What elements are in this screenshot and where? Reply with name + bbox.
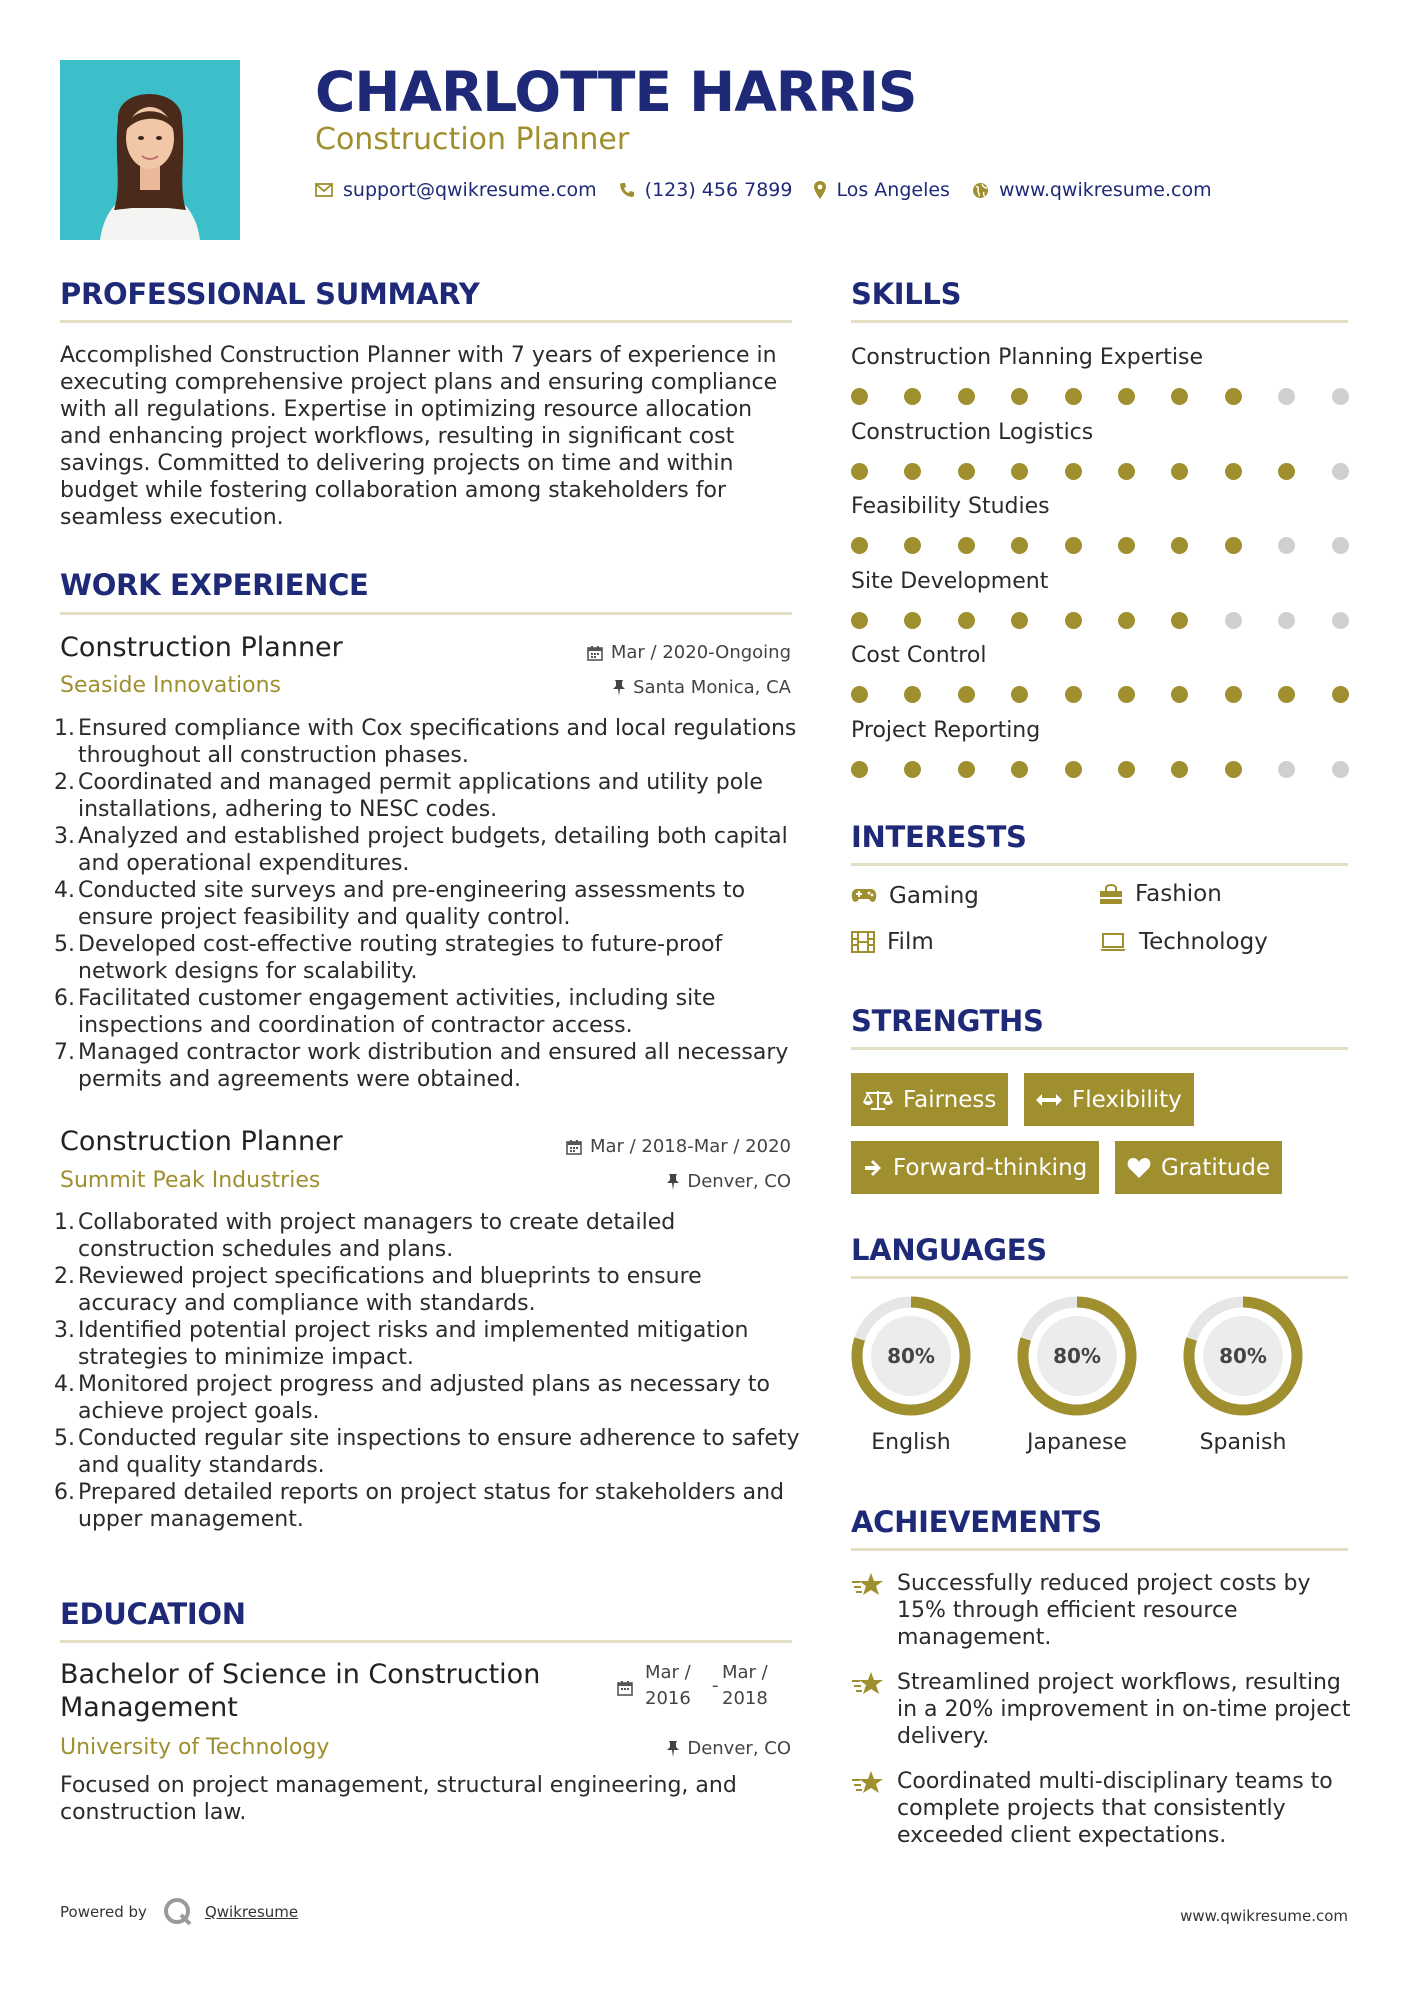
skill-dot-filled [1118, 761, 1135, 778]
job-duty-item [54, 1039, 800, 1093]
qwikresume-link[interactable]: Qwikresume [204, 1903, 299, 1921]
contact-bar [315, 179, 1234, 201]
shopping-bag-icon [1099, 883, 1123, 905]
job-duty-text: Prepared detailed reports on project status for stakeholders and upper management. [78, 1480, 784, 1532]
candidate-title: Construction Planner [315, 122, 630, 157]
skill-dot-filled [958, 463, 975, 480]
skill-dot-filled [1011, 612, 1028, 629]
skill-dot-filled [1011, 463, 1028, 480]
skill-dot-filled [1225, 686, 1242, 703]
skill-dot-filled [904, 537, 921, 554]
contact-phone[interactable]: (123) 456 7899 [644, 179, 793, 201]
skill-dot-filled [851, 537, 868, 554]
section-divider [60, 612, 792, 615]
profile-photo [60, 60, 240, 240]
education-location-text: Denver, CO [687, 1738, 791, 1759]
footer-powered-by [60, 1897, 298, 1927]
job-duty-item [54, 823, 800, 877]
achievement-text: Streamlined project workflows, resulting in a 20% improvement in on-time project delivery. [897, 1670, 1351, 1749]
job-duty-text: Developed cost-effective routing strategies to future-proof network designs for scalability. [78, 932, 723, 984]
education-degree: Bachelor of Science in Construction Management [60, 1659, 541, 1723]
skill-dot-filled [904, 388, 921, 405]
skill-dot-filled [1278, 463, 1295, 480]
pushpin-icon [667, 1741, 679, 1757]
skill-dot-filled [1118, 537, 1135, 554]
skill-dot-filled [958, 761, 975, 778]
section-divider [60, 1640, 792, 1643]
job-title: Construction Planner [60, 1126, 343, 1157]
list-number: 1. [54, 716, 75, 741]
skill-dot-filled [851, 612, 868, 629]
language-percent: 80% [1053, 1344, 1101, 1368]
job-date-text: Mar / 2020-Ongoing [610, 642, 791, 663]
list-number: 5. [54, 932, 75, 957]
skill-dot-empty [1278, 537, 1295, 554]
envelope-icon [315, 183, 333, 197]
list-number: 2. [54, 1264, 75, 1289]
language-percent: 80% [887, 1344, 935, 1368]
list-number: 3. [54, 1318, 75, 1343]
calendar-icon [566, 1139, 582, 1155]
job-duty-text: Identified potential project risks and implemented mitigation strategies to minimize impact. [78, 1318, 749, 1370]
skill-dot-filled [958, 686, 975, 703]
language-progress-ring [1181, 1294, 1305, 1418]
education-date-separator: - [712, 1675, 719, 1696]
job-duty-text: Monitored project progress and adjusted plans as necessary to achieve project goals. [78, 1372, 770, 1424]
job-location [667, 1171, 791, 1192]
section-divider [851, 1047, 1348, 1050]
skill-dot-empty [1278, 388, 1295, 405]
skill-dot-filled [1065, 463, 1082, 480]
job-duty-item [54, 1209, 800, 1263]
list-number: 2. [54, 770, 75, 795]
skill-dot-filled [1011, 761, 1028, 778]
skill-dot-filled [1011, 686, 1028, 703]
list-number: 1. [54, 1210, 75, 1235]
section-title-experience: WORK EXPERIENCE [60, 568, 369, 602]
skill-dot-filled [1118, 612, 1135, 629]
section-divider [851, 1548, 1348, 1551]
list-number: 4. [54, 1372, 75, 1397]
education-date-start-year: 2016 [645, 1688, 691, 1709]
skill-dot-filled [958, 537, 975, 554]
skill-dot-filled [1171, 686, 1188, 703]
skill-dot-empty [1278, 612, 1295, 629]
job-duty-text: Collaborated with project managers to create detailed construction schedules and plans. [78, 1210, 676, 1262]
skill-dot-filled [1118, 686, 1135, 703]
job-duty-item [54, 931, 800, 985]
section-title-summary: PROFESSIONAL SUMMARY [60, 277, 480, 311]
language-progress-ring [1015, 1294, 1139, 1418]
job-location-text: Denver, CO [687, 1171, 791, 1192]
contact-email[interactable]: support@qwikresume.com [343, 179, 597, 201]
section-divider [851, 320, 1348, 323]
strength-label: Fairness [903, 1086, 997, 1113]
job-duty-text: Analyzed and established project budgets, detailing both capital and operational expenditures. [78, 824, 788, 876]
list-number: 3. [54, 824, 75, 849]
job-duty-item [54, 1317, 800, 1371]
candidate-name: CHARLOTTE HARRIS [315, 60, 917, 124]
skill-dot-empty [1332, 537, 1349, 554]
education-location [667, 1738, 791, 1759]
language-name: Japanese [1027, 1430, 1127, 1455]
arrow-right-icon [863, 1158, 883, 1178]
section-title-interests: INTERESTS [851, 820, 1027, 854]
strength-label: Gratitude [1161, 1154, 1271, 1181]
skill-name: Cost Control [851, 643, 987, 668]
interest-label: Fashion [1135, 881, 1222, 907]
powered-by-text: Powered by [60, 1903, 147, 1921]
skill-dot-filled [1171, 463, 1188, 480]
skill-dot-filled [1065, 612, 1082, 629]
skill-dot-filled [958, 388, 975, 405]
skill-dot-filled [1011, 537, 1028, 554]
education-date-start-month: Mar / [645, 1662, 691, 1683]
language-name: Spanish [1199, 1430, 1287, 1455]
map-pin-icon [814, 181, 826, 199]
interest-item [851, 929, 934, 955]
section-title-skills: SKILLS [851, 277, 962, 311]
achievement-item [851, 1768, 1361, 1849]
skill-name: Site Development [851, 568, 1049, 594]
globe-icon [972, 182, 989, 199]
skill-dot-filled [1011, 388, 1028, 405]
qwikresume-logo-icon [163, 1897, 193, 1927]
star-icon [851, 1572, 885, 1605]
skill-name: Feasibility Studies [851, 494, 1050, 519]
arrows-horizontal-icon [1036, 1093, 1062, 1107]
laptop-icon [1099, 932, 1127, 952]
skill-dot-filled [851, 463, 868, 480]
skill-dot-empty [1332, 463, 1349, 480]
skill-dot-filled [1225, 388, 1242, 405]
section-divider [60, 320, 792, 323]
interest-label: Film [887, 929, 934, 955]
interest-item [1099, 881, 1222, 907]
education-school: University of Technology [60, 1735, 330, 1760]
skill-dot-filled [851, 686, 868, 703]
skill-dot-filled [1171, 388, 1188, 405]
interest-label: Technology [1139, 929, 1268, 955]
calendar-icon [587, 645, 603, 661]
skill-dot-filled [904, 686, 921, 703]
interest-item [851, 883, 979, 909]
pushpin-icon [667, 1174, 679, 1190]
job-location-text: Santa Monica, CA [633, 677, 791, 698]
skill-dot-filled [1225, 463, 1242, 480]
job-date [566, 1136, 791, 1157]
skill-dot-filled [1118, 388, 1135, 405]
strength-badge [851, 1141, 1099, 1194]
skill-dot-filled [1225, 537, 1242, 554]
job-duty-item [54, 985, 800, 1039]
education-date-end-year: 2018 [722, 1688, 768, 1709]
job-location [613, 677, 791, 698]
skill-dot-filled [1171, 761, 1188, 778]
achievement-text: Coordinated multi-disciplinary teams to complete projects that consistently exceeded client expectations. [897, 1769, 1333, 1848]
section-divider [851, 1276, 1348, 1279]
language-name: English [871, 1430, 951, 1455]
language-percent: 80% [1219, 1344, 1267, 1368]
job-date [587, 642, 791, 663]
section-title-education: EDUCATION [60, 1597, 246, 1631]
contact-website[interactable]: www.qwikresume.com [998, 179, 1212, 201]
skill-dot-empty [1225, 612, 1242, 629]
skill-dot-filled [851, 761, 868, 778]
phone-icon [619, 182, 635, 198]
achievement-text: Successfully reduced project costs by 15% through efficient resource management. [897, 1571, 1311, 1650]
job-title: Construction Planner [60, 632, 343, 663]
job-duty-item [54, 877, 800, 931]
job-duty-item [54, 769, 800, 823]
skill-dot-filled [1171, 537, 1188, 554]
skill-dot-empty [1332, 388, 1349, 405]
skill-dot-filled [904, 463, 921, 480]
skill-dot-filled [851, 388, 868, 405]
achievement-item [851, 1570, 1361, 1651]
balance-scale-icon [863, 1089, 893, 1111]
skill-dot-filled [1118, 463, 1135, 480]
skill-dot-empty [1332, 612, 1349, 629]
job-duty-item [54, 1425, 800, 1479]
pushpin-icon [613, 680, 625, 696]
section-title-achievements: ACHIEVEMENTS [851, 1505, 1102, 1539]
job-date-text: Mar / 2018-Mar / 2020 [589, 1136, 791, 1157]
footer-website[interactable]: www.qwikresume.com [1180, 1907, 1348, 1925]
job-duties-list [54, 715, 800, 1093]
section-title-languages: LANGUAGES [851, 1233, 1047, 1267]
job-duty-text: Managed contractor work distribution and ensured all necessary permits and agreements were obtained. [78, 1040, 789, 1092]
interest-item [1099, 929, 1268, 955]
skill-name: Project Reporting [851, 717, 1041, 743]
list-number: 6. [54, 986, 75, 1011]
education-description: Focused on project management, structural engineering, and construction law. [60, 1773, 737, 1825]
education-date-start [645, 1660, 691, 1712]
interest-label: Gaming [889, 883, 979, 909]
education-date-end [722, 1660, 768, 1712]
job-duty-item [54, 715, 800, 769]
strength-label: Forward-thinking [893, 1154, 1088, 1181]
professional-summary: Accomplished Construction Planner with 7 years of experience in executing comprehensive project plans and ensuring compliance with all regulations. Expertise in optimizing resource allocation and enhancing project workflows, resulting in significant cost savings. Committed to delivering projects on time and within budget while fostering collaboration among stakeholders for seamless execution. [60, 343, 778, 530]
skill-dot-filled [1065, 388, 1082, 405]
job-duty-text: Conducted regular site inspections to ensure adherence to safety and quality standards. [78, 1426, 800, 1478]
skill-dot-filled [904, 612, 921, 629]
strength-label: Flexibility [1072, 1086, 1182, 1113]
list-number: 7. [54, 1040, 75, 1065]
strength-badge [1115, 1141, 1282, 1194]
job-duty-item [54, 1479, 800, 1533]
achievement-item [851, 1669, 1361, 1750]
calendar-icon [617, 1678, 633, 1704]
star-icon [851, 1770, 885, 1803]
job-duty-text: Reviewed project specifications and blueprints to ensure accuracy and compliance with standards. [78, 1264, 702, 1316]
education-date-end-month: Mar / [722, 1662, 768, 1683]
job-company: Summit Peak Industries [60, 1168, 321, 1193]
skill-dot-filled [1171, 612, 1188, 629]
list-number: 6. [54, 1480, 75, 1505]
skill-dot-filled [1065, 686, 1082, 703]
skill-dot-filled [1065, 761, 1082, 778]
job-duty-text: Coordinated and managed permit applications and utility pole installations, adhering to NESC codes. [78, 770, 763, 822]
section-divider [851, 863, 1348, 866]
skill-dot-filled [958, 612, 975, 629]
skill-name: Construction Planning Expertise [851, 345, 1204, 370]
job-duty-item [54, 1263, 800, 1317]
star-icon [851, 1671, 885, 1704]
film-icon [851, 931, 875, 953]
strength-badge [851, 1073, 1008, 1126]
job-duty-text: Conducted site surveys and pre-engineering assessments to ensure project feasibility and quality control. [78, 878, 746, 930]
job-duties-list [54, 1209, 800, 1533]
job-duty-item [54, 1371, 800, 1425]
job-company: Seaside Innovations [60, 673, 281, 698]
contact-location: Los Angeles [836, 179, 950, 201]
skill-name: Construction Logistics [851, 419, 1094, 445]
list-number: 4. [54, 878, 75, 903]
skill-dot-filled [1332, 686, 1349, 703]
skill-dot-empty [1332, 761, 1349, 778]
job-duty-text: Facilitated customer engagement activities, including site inspections and coordination of contractor access. [78, 986, 716, 1038]
language-progress-ring [849, 1294, 973, 1418]
strength-badge [1024, 1073, 1194, 1126]
job-duty-text: Ensured compliance with Cox specifications and local regulations throughout all construction phases. [78, 716, 797, 768]
list-number: 5. [54, 1426, 75, 1451]
heart-icon [1127, 1157, 1151, 1179]
section-title-strengths: STRENGTHS [851, 1004, 1044, 1038]
skill-dot-filled [1225, 761, 1242, 778]
skill-dot-filled [904, 761, 921, 778]
skill-dot-empty [1278, 761, 1295, 778]
skill-dot-filled [1065, 537, 1082, 554]
skill-dot-filled [1278, 686, 1295, 703]
gamepad-icon [851, 888, 877, 904]
